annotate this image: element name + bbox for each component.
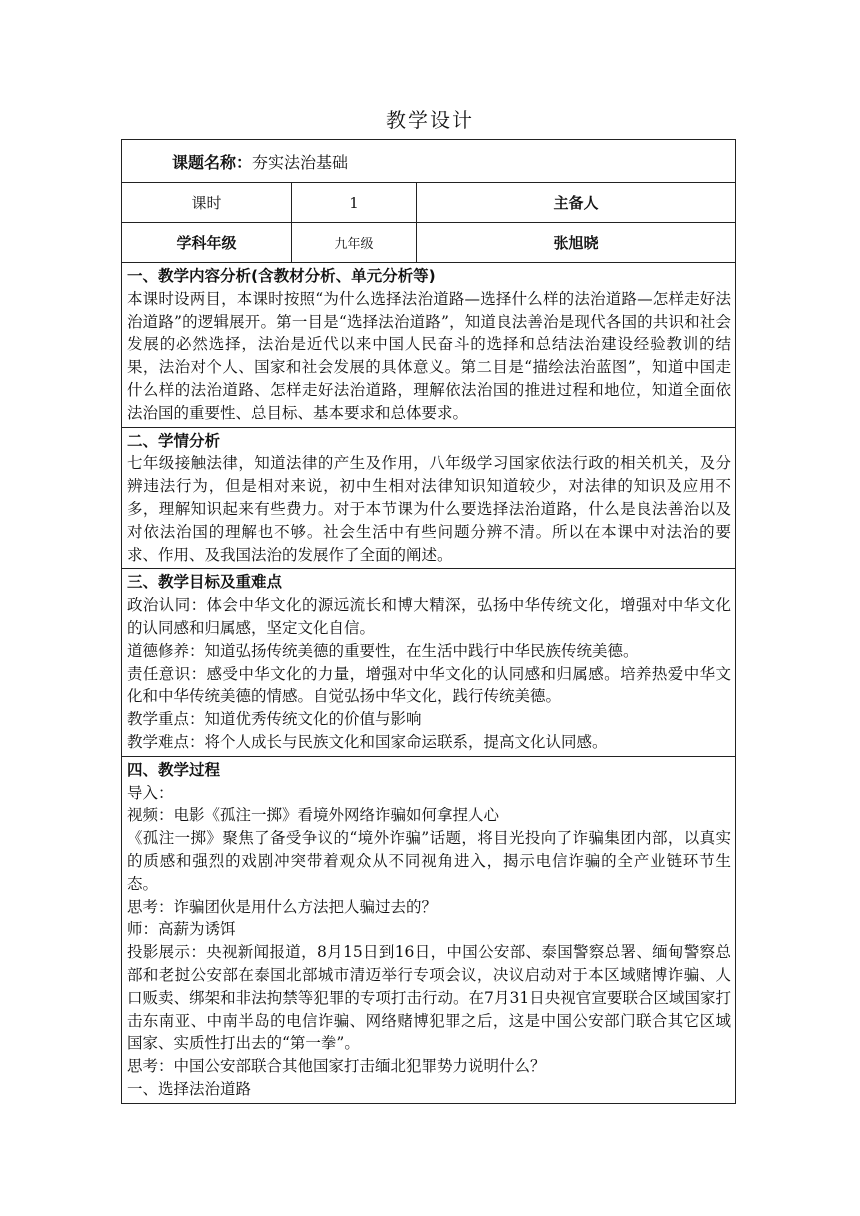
section-paragraph: 教学重点：知道优秀传统文化的价值与影响 xyxy=(127,710,422,729)
section-paragraph: 视频：电影《孤注一掷》看境外网络诈骗如何拿捏人心 xyxy=(127,806,500,825)
period-row xyxy=(122,183,736,223)
section-paragraph: 师：高薪为诱饵 xyxy=(127,920,236,939)
section-paragraph: 思考：诈骗团伙是用什么方法把人骗过去的？ xyxy=(127,897,438,916)
section-paragraph: 《孤注一掷》聚焦了备受争议的“境外诈骗”话题，将目光投向了诈骗集团内部，以真实的质感和强烈的戏剧冲突带着观众从不同视角进入，揭示电信诈骗的全产业链环节生态。 xyxy=(127,829,732,893)
section-paragraph: 责任意识：感受中华文化的力量，增强对中华文化的认同感和归属感。培养热爱中华文化和中华传统美德的情感。自觉弘扬中华文化，践行传统美德。 xyxy=(127,664,732,706)
section-paragraph: 一、选择法治道路 xyxy=(127,1079,252,1098)
section-paragraph: 导入： xyxy=(127,783,174,802)
section-heading: 三、教学目标及重难点 xyxy=(127,573,283,592)
grade-value: 九年级 xyxy=(292,223,417,263)
section-paragraph: 思考：中国公安部联合其他国家打击缅北犯罪势力说明什么？ xyxy=(127,1057,546,1076)
grade-row xyxy=(122,223,736,263)
lesson-plan-table xyxy=(121,139,736,1104)
section-heading: 一、教学内容分析(含教材分析、单元分析等) xyxy=(127,267,436,285)
section-heading: 二、学情分析 xyxy=(127,431,221,450)
period-value: 1 xyxy=(292,183,417,223)
section-teaching-process xyxy=(122,756,736,1103)
period-label: 课时 xyxy=(122,183,292,223)
grade-label: 学科年级 xyxy=(122,223,292,263)
lesson-name-label: 课题名称： xyxy=(172,152,253,172)
document-title: 教学设计 xyxy=(386,108,474,132)
section-paragraph: 本课时设两目，本课时按照“为什么选择法治道路—选择什么样的法治道路—怎样走好法治道路”的逻辑展开。第一目是“选择法治道路”，知道良法善治是现代各国的共识和社会发展的必然选择，法治是近代以来中国人民奋斗的选择和总结法治建设经验教训的结果，法治对个人、国家和社会发展的具体意义。第二目是“描绘法治蓝图”，知道中国走什么样的法治道路、怎样走好法治道路，理解依法治国的推进过程和地位，知道全面依法治国的重要性、总目标、基本要求和总体要求。 xyxy=(127,289,732,422)
lesson-name-row xyxy=(122,140,736,183)
section-paragraph: 七年级接触法律，知道法律的产生及作用，八年级学习国家依法行政的相关机关，及分辨违法行为，但是相对来说，初中生相对法律知识知道较少，对法律的知识及应用不多，理解知识起来有些费力。对于本节课为什么要选择法治道路，什么是良法善治以及对依法治国的理解也不够。社会生活中有些问题分辨不清。所以在本课中对法治的要求、作用、及我国法治的发展作了全面的阐述。 xyxy=(127,454,732,564)
lesson-name-cell xyxy=(122,140,736,183)
section-objectives xyxy=(122,569,736,756)
section-paragraph: 教学难点：将个人成长与民族文化和国家命运联系，提高文化认同感。 xyxy=(127,732,608,751)
section-heading: 四、教学过程 xyxy=(127,760,221,779)
section-student-analysis xyxy=(122,427,736,569)
preparer-name: 张旭晓 xyxy=(417,223,736,263)
lesson-name-value: 夯实法治基础 xyxy=(252,152,349,172)
section-paragraph: 政治认同：体会中华文化的源远流长和博大精深，弘扬中华传统文化，增强对中华文化的认同感和归属感，坚定文化自信。 xyxy=(127,596,732,637)
section-content-analysis xyxy=(122,263,736,428)
section-paragraph: 投影展示：央视新闻报道，8月15日到16日，中国公安部、泰国警察总署、缅甸警察总部和老挝公安部在泰国北部城市清迈举行专项会议，决议启动对于本区域赌博诈骗、人口贩卖、绑架和非法拘禁等犯罪的专项打击行动。在7月31日央视官宣要联合区域国家打击东南亚、中南半岛的电信诈骗、网络赌博犯罪之后，这是中国公安部门联合其它区域国家、实质性打出去的“第一拳”。 xyxy=(127,943,732,1053)
section-paragraph: 道德修养：知道弘扬传统美德的重要性，在生活中践行中华民族传统美德。 xyxy=(127,641,639,660)
preparer-label: 主备人 xyxy=(417,183,736,223)
